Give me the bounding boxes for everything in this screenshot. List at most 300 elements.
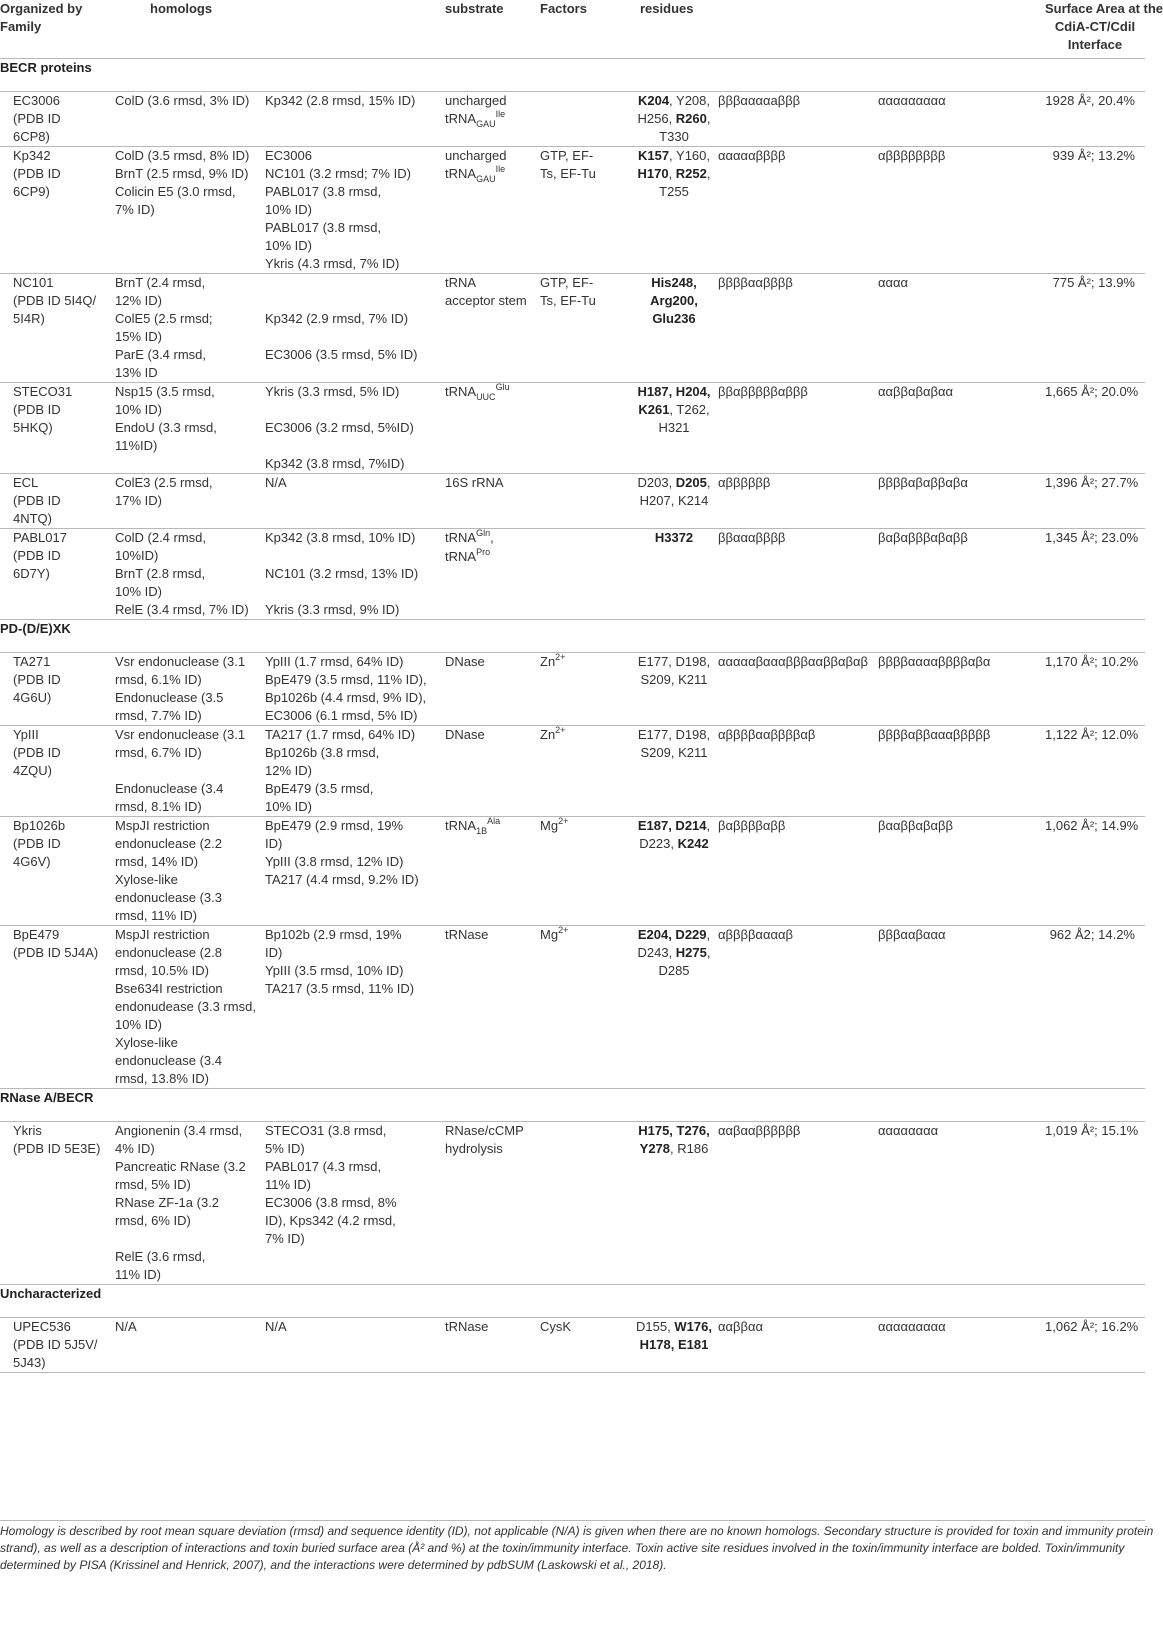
homolog-entry: Ykris (4.3 rmsd, 7% ID) xyxy=(265,256,400,271)
surface-area-cell xyxy=(1045,817,1145,926)
homolog-entry: Pancreatic RNase (3.2 xyxy=(115,1159,246,1174)
residue-text: S209, K211 xyxy=(640,672,708,687)
homolog-entry: EC3006 xyxy=(265,148,312,163)
table-row xyxy=(0,529,1145,620)
toxin-ss-cell xyxy=(718,474,878,529)
family-name: BpE479 xyxy=(13,927,60,942)
residue-text: , xyxy=(706,945,711,960)
homolog-entry: 11% ID) xyxy=(265,1177,311,1192)
family-name: 4NTQ) xyxy=(13,511,52,526)
factors-cell xyxy=(540,926,630,1089)
homolog-entry: BpE479 (3.5 rmsd, 11% ID), xyxy=(265,672,427,687)
family-cell xyxy=(0,653,115,726)
homolog-entry: BrnT (2.4 rmsd, xyxy=(115,275,206,290)
factors-cell xyxy=(540,147,630,274)
spacer xyxy=(265,328,435,346)
family-cell xyxy=(0,274,115,383)
table-row xyxy=(0,1318,1145,1373)
residue-bold: E204, D229 xyxy=(637,927,707,942)
homolog-entry: N/A xyxy=(265,1319,287,1334)
factor-charge: 2+ xyxy=(558,925,569,935)
substrate-cell xyxy=(435,926,540,1089)
surface-area-value: 1,170 Å²; 10.2% xyxy=(1045,654,1139,669)
homolog-entry: RelE (3.6 rmsd, xyxy=(115,1249,206,1264)
residue-text: E177, D198, xyxy=(637,654,711,669)
surface-area-cell xyxy=(1045,726,1145,817)
family-cell xyxy=(0,147,115,274)
section-label: PD-(D/E)XK xyxy=(0,621,71,636)
residue-text: , xyxy=(706,927,711,942)
surface-area-value: 1,396 Å²; 27.7% xyxy=(1045,475,1139,490)
substrate-cell xyxy=(435,653,540,726)
family-name: UPEC536 xyxy=(13,1319,71,1334)
homolog-entry: Vsr endonuclease (3.1 xyxy=(115,727,246,742)
substrate-subscript: GAU xyxy=(476,174,496,184)
residues-cell xyxy=(630,653,718,726)
family-name: NC101 xyxy=(13,275,54,290)
homolog-entry: N/A xyxy=(115,1319,137,1334)
homolog-entry: rmsd, 6.1% ID) xyxy=(115,672,202,687)
homolog-entry: endonuclease (2.8 xyxy=(115,945,222,960)
homologs-secondary-cell xyxy=(265,1122,435,1285)
immunity-secondary-structure: βββααβααα xyxy=(878,927,946,942)
homologs-secondary-cell xyxy=(265,147,435,274)
section-header-row xyxy=(0,1285,1145,1318)
homolog-entry: rmsd, 6.7% ID) xyxy=(115,745,202,760)
spacer xyxy=(265,401,435,419)
residue-text: T255 xyxy=(659,184,689,199)
factors-cell xyxy=(540,529,630,620)
factor-ion: Mg xyxy=(540,927,559,942)
immunity-secondary-structure: ββββααααββββαβα xyxy=(878,654,991,669)
residue-bold: Arg200, xyxy=(650,293,698,308)
homolog-entry: EC3006 (3.5 rmsd, 5% ID) xyxy=(265,347,418,362)
homologs-cell xyxy=(115,274,265,383)
family-name: (PDB ID 5E3E) xyxy=(13,1141,101,1156)
homologs-secondary-cell xyxy=(265,653,435,726)
toxin-ss-cell xyxy=(718,726,878,817)
substrate-text: tRNase xyxy=(445,1319,489,1334)
family-name: (PDB ID xyxy=(13,111,61,126)
homolog-entry: YpIII (3.8 rmsd, 12% ID) xyxy=(265,854,404,869)
toxin-secondary-structure: ββαβββββαβββ xyxy=(718,384,808,399)
surface-area-value: 1,062 Å²; 16.2% xyxy=(1045,1319,1139,1334)
factor-text: GTP, EF- xyxy=(540,148,594,163)
residue-bold: H187, H204, xyxy=(637,384,711,399)
family-name: PABL017 xyxy=(13,530,67,545)
spacer xyxy=(115,1230,265,1248)
homologs-secondary-cell xyxy=(265,529,435,620)
homolog-entry: TA217 (3.5 rmsd, 11% ID) xyxy=(265,981,415,996)
family-cell xyxy=(0,383,115,474)
homologs-cell xyxy=(115,1318,265,1373)
family-name: (PDB ID xyxy=(13,745,61,760)
surface-area-cell xyxy=(1045,926,1145,1089)
homologs-cell xyxy=(115,92,265,147)
factors-cell xyxy=(540,474,630,529)
substrate-subscript: GAU xyxy=(476,119,496,129)
substrate-text: hydrolysis xyxy=(445,1141,503,1156)
homolog-entry: endonudease (3.3 rmsd, xyxy=(115,999,256,1014)
immunity-ss-cell xyxy=(878,653,1045,726)
homolog-entry: 15% ID) xyxy=(115,329,162,344)
substrate-text: 16S rRNA xyxy=(445,475,504,490)
homolog-entry: Ykris (3.3 rmsd, 5% ID) xyxy=(265,384,400,399)
toxin-ss-cell xyxy=(718,1318,878,1373)
toxin-secondary-structure: αααααβαααβββααββαβαβ xyxy=(718,654,869,669)
residue-text: , Y208, xyxy=(669,93,711,108)
immunity-secondary-structure: ααααααααα xyxy=(878,93,946,108)
residues-cell xyxy=(630,529,718,620)
substrate-superscript: Glu xyxy=(495,382,510,392)
substrate-text: tRNA xyxy=(445,166,477,181)
toxin-ss-cell xyxy=(718,1122,878,1285)
residue-text: , xyxy=(706,166,711,181)
family-name: (PDB ID xyxy=(13,493,61,508)
homolog-entry: 10% ID) xyxy=(115,584,162,599)
substrate-text: tRNA xyxy=(445,275,477,290)
family-cell xyxy=(0,1122,115,1285)
section-label: RNase A/BECR xyxy=(0,1090,94,1105)
toxin-ss-cell xyxy=(718,274,878,383)
family-name: (PDB ID xyxy=(13,836,61,851)
homologs-secondary-cell xyxy=(265,383,435,474)
immunity-secondary-structure: βαβαβββαβαββ xyxy=(878,530,968,545)
family-name: (PDB ID xyxy=(13,402,61,417)
homolog-entry: rmsd, 6% ID) xyxy=(115,1213,191,1228)
residue-text: , xyxy=(706,111,711,126)
substrate-cell xyxy=(435,726,540,817)
homolog-entry: ID) xyxy=(265,836,283,851)
homolog-entry: 13% ID xyxy=(115,365,158,380)
section-header-row xyxy=(0,1089,1145,1122)
homolog-entry: 12% ID) xyxy=(265,763,312,778)
section-label: BECR proteins xyxy=(0,60,92,75)
residue-text: , xyxy=(706,475,711,490)
homolog-entry: 10% ID) xyxy=(265,799,312,814)
homologs-cell xyxy=(115,383,265,474)
homolog-entry: rmsd, 7.7% ID) xyxy=(115,708,202,723)
residue-bold: H275 xyxy=(675,945,707,960)
spacer xyxy=(265,437,435,455)
header-surface-area: Surface Area at the CdiA-CT/CdiI Interface xyxy=(1045,0,1145,59)
residue-text: S209, K211 xyxy=(640,745,708,760)
factors-cell xyxy=(540,1318,630,1373)
toxin-ss-cell xyxy=(718,653,878,726)
homolog-entry: EC3006 (6.1 rmsd, 5% ID) xyxy=(265,708,418,723)
factor-text: CysK xyxy=(540,1319,572,1334)
immunity-secondary-structure: ααααααααα xyxy=(878,1319,946,1334)
family-name: Ykris xyxy=(13,1123,42,1138)
spacer xyxy=(115,762,265,780)
homolog-entry: Endonuclease (3.4 xyxy=(115,781,224,796)
homolog-entry: endonuclease (3.3 xyxy=(115,890,222,905)
homolog-entry: TA217 (1.7 rmsd, 64% ID) xyxy=(265,727,416,742)
immunity-secondary-structure: αββββββββ xyxy=(878,148,946,163)
homologs-secondary-cell xyxy=(265,92,435,147)
residue-bold: His248, xyxy=(651,275,697,290)
footnote-line: Homology is described by root mean square deviation (rmsd) and sequence identity (ID), not applicable (N/A) is given when there are no known homologs. Secondary structure is provided for toxin and immunity protein xyxy=(0,1524,1154,1538)
residue-text: D285 xyxy=(658,963,690,978)
homologs-cell xyxy=(115,726,265,817)
residues-cell xyxy=(630,92,718,147)
family-name: 5I4R) xyxy=(13,311,45,326)
homolog-entry: Colicin E5 (3.0 rmsd, xyxy=(115,184,236,199)
substrate-superscript: Ala xyxy=(487,816,501,826)
family-name: 5J43) xyxy=(13,1355,46,1370)
section-header-row xyxy=(0,59,1145,92)
residue-text: D203, xyxy=(637,475,676,490)
residues-cell xyxy=(630,1318,718,1373)
toxin-ss-cell xyxy=(718,817,878,926)
toxin-secondary-structure: ββαααββββ xyxy=(718,530,786,545)
substrate-text: tRNA xyxy=(445,530,477,545)
homolog-entry: Xylose-like xyxy=(115,872,178,887)
residue-bold: H175, T276, xyxy=(638,1123,710,1138)
homolog-entry: BrnT (2.8 rmsd, xyxy=(115,566,206,581)
substrate-text: DNase xyxy=(445,654,485,669)
homolog-entry: rmsd, 14% ID) xyxy=(115,854,199,869)
factor-ion: Mg xyxy=(540,818,559,833)
homolog-entry: Bp102b (2.9 rmsd, 19% xyxy=(265,927,402,942)
toxin-secondary-structure: ααββαα xyxy=(718,1319,764,1334)
residues-cell xyxy=(630,817,718,926)
family-cell xyxy=(0,529,115,620)
surface-area-cell xyxy=(1045,653,1145,726)
homolog-entry: NC101 (3.2 rmsd; 7% ID) xyxy=(265,166,411,181)
homolog-entry: Nsp15 (3.5 rmsd, xyxy=(115,384,215,399)
factors-cell xyxy=(540,92,630,147)
homolog-entry: Kp342 (3.8 rmsd, 7%ID) xyxy=(265,456,405,471)
toxin-ss-cell xyxy=(718,92,878,147)
homolog-entry: rmsd, 10.5% ID) xyxy=(115,963,209,978)
residue-bold: H3372 xyxy=(654,530,694,545)
family-cell xyxy=(0,926,115,1089)
homolog-entry: MspJI restriction xyxy=(115,818,210,833)
homolog-entry: ColD (2.4 rmsd, xyxy=(115,530,207,545)
surface-area-value: 1,122 Å²; 12.0% xyxy=(1045,727,1139,742)
homolog-entry: EndoU (3.3 rmsd, xyxy=(115,420,217,435)
residue-bold: K157 xyxy=(637,148,670,163)
homolog-entry: ID), Kps342 (4.2 rmsd, xyxy=(265,1213,396,1228)
factor-text: Ts, EF-Tu xyxy=(540,293,596,308)
toxin-ss-cell xyxy=(718,383,878,474)
residue-text: , T262, xyxy=(669,402,710,417)
family-name: 4G6U) xyxy=(13,690,52,705)
family-cell xyxy=(0,92,115,147)
factor-ion: Zn xyxy=(540,654,556,669)
substrate-cell xyxy=(435,383,540,474)
toxin-secondary-structure: αββββααββββαβ xyxy=(718,727,816,742)
family-name: (PDB ID xyxy=(13,548,61,563)
surface-area-value: 775 Å²; 13.9% xyxy=(1052,275,1135,290)
residue-text: E177, D198, xyxy=(637,727,711,742)
toxin-secondary-structure: αββββββ xyxy=(718,475,771,490)
substrate-text: RNase/cCMP xyxy=(445,1123,524,1138)
homolog-entry: 10% ID) xyxy=(265,202,312,217)
homolog-entry: Kp342 (3.8 rmsd, 10% ID) xyxy=(265,530,416,545)
homolog-entry: BpE479 (2.9 rmsd, 19% xyxy=(265,818,404,833)
section-label: Uncharacterized xyxy=(0,1286,102,1301)
toxin-secondary-structure: αββββααααβ xyxy=(718,927,793,942)
immunity-secondary-structure: ββββαβαββαβα xyxy=(878,475,968,490)
table-body xyxy=(0,59,1145,1373)
substrate-cell xyxy=(435,817,540,926)
family-cell xyxy=(0,1318,115,1373)
header-row xyxy=(0,0,1145,59)
homolog-entry: Bp1026b (4.4 rmsd, 9% ID), xyxy=(265,690,427,705)
homolog-entry: Kp342 (2.8 rmsd, 15% ID) xyxy=(265,93,416,108)
spacer xyxy=(265,292,435,310)
homolog-entry: rmsd, 11% ID) xyxy=(115,908,198,923)
toxin-secondary-structure: βαββββαββ xyxy=(718,818,786,833)
factors-cell xyxy=(540,1122,630,1285)
substrate-superscript: Ile xyxy=(495,109,506,119)
family-name: EC3006 xyxy=(13,93,60,108)
factor-ion: Zn xyxy=(540,727,556,742)
surface-area-value: 939 Å²; 13.2% xyxy=(1052,148,1135,163)
header-residues: residues xyxy=(630,0,718,59)
family-name: (PDB ID xyxy=(13,672,61,687)
family-name: Bp1026b xyxy=(13,818,66,833)
residue-bold: E187, D214 xyxy=(637,818,707,833)
toxin-secondary-structure: ββββααββββ xyxy=(718,275,793,290)
residue-bold: R260 xyxy=(675,111,707,126)
homologs-secondary-cell xyxy=(265,274,435,383)
homolog-entry: 10% ID) xyxy=(265,238,312,253)
immunity-ss-cell xyxy=(878,92,1045,147)
family-name: Kp342 xyxy=(13,148,51,163)
family-name: 6D7Y) xyxy=(13,566,50,581)
header-homologs: homologs xyxy=(115,0,265,59)
table-row xyxy=(0,274,1145,383)
residues-cell xyxy=(630,147,718,274)
homolog-entry: rmsd, 8.1% ID) xyxy=(115,799,202,814)
substrate-cell xyxy=(435,529,540,620)
footnote-line: determined by PISA (Krissinel and Henrick, 2007), and the interactions were determined by pdbSUM (Laskowski et al., 2018). xyxy=(0,1558,667,1572)
family-name: (PDB ID xyxy=(13,166,61,181)
homolog-entry: Ykris (3.3 rmsd, 9% ID) xyxy=(265,602,400,617)
homolog-entry: Xylose-like xyxy=(115,1035,178,1050)
homolog-entry: PABL017 (4.3 rmsd, xyxy=(265,1159,382,1174)
substrate-cell xyxy=(435,1318,540,1373)
residue-bold: R252 xyxy=(675,166,707,181)
homolog-entry: 11% ID) xyxy=(115,1267,161,1282)
homolog-entry: ParE (3.4 rmsd, xyxy=(115,347,207,362)
homologs-secondary-cell xyxy=(265,817,435,926)
homolog-entry: TA217 (4.4 rmsd, 9.2% ID) xyxy=(265,872,419,887)
table-row xyxy=(0,926,1145,1089)
homologs-secondary-cell xyxy=(265,1318,435,1373)
residue-text: H321 xyxy=(658,420,690,435)
immunity-secondary-structure: αααααααα xyxy=(878,1123,939,1138)
substrate-text: acceptor stem xyxy=(445,293,527,308)
homologs-cell xyxy=(115,1122,265,1285)
residue-bold: H170 xyxy=(637,166,669,181)
factor-text: GTP, EF- xyxy=(540,275,594,290)
homologs-cell xyxy=(115,147,265,274)
factor-text: Ts, EF-Tu xyxy=(540,166,596,181)
surface-area-cell xyxy=(1045,474,1145,529)
factor-charge: 2+ xyxy=(555,725,566,735)
surface-area-cell xyxy=(1045,1122,1145,1285)
residue-bold: K242 xyxy=(677,836,709,851)
family-name: TA271 xyxy=(13,654,51,669)
residue-text: D243, xyxy=(637,945,676,960)
homolog-entry: 11%ID) xyxy=(115,438,158,453)
substrate-text: tRNA xyxy=(445,384,477,399)
substrate-superscript: Gln xyxy=(476,528,491,538)
immunity-ss-cell xyxy=(878,817,1045,926)
surface-area-cell xyxy=(1045,92,1145,147)
family-name: 5HKQ) xyxy=(13,420,53,435)
family-name: (PDB ID 5J5V/ xyxy=(13,1337,98,1352)
homolog-entry: Vsr endonuclease (3.1 xyxy=(115,654,246,669)
substrate-text: tRNA xyxy=(445,549,477,564)
homolog-entry: PABL017 (3.8 rmsd, xyxy=(265,220,382,235)
immunity-secondary-structure: βααββαβαββ xyxy=(878,818,953,833)
residue-bold: K204 xyxy=(637,93,670,108)
substrate-text: tRNA xyxy=(445,111,477,126)
homolog-entry: N/A xyxy=(265,475,287,490)
homolog-entry: YpIII (1.7 rmsd, 64% ID) xyxy=(265,654,404,669)
spacer xyxy=(265,583,435,601)
toxin-secondary-structure: ααβααββββββ xyxy=(718,1123,801,1138)
immunity-secondary-structure: αααα xyxy=(878,275,909,290)
surface-area-cell xyxy=(1045,147,1145,274)
homolog-entry: 12% ID) xyxy=(115,293,162,308)
substrate-cell xyxy=(435,274,540,383)
homolog-entry: 7% ID) xyxy=(265,1231,305,1246)
residue-text: , R186 xyxy=(670,1141,709,1156)
family-name: (PDB ID 5J4A) xyxy=(13,945,99,960)
homologs-cell xyxy=(115,474,265,529)
immunity-ss-cell xyxy=(878,383,1045,474)
header-factors: Factors xyxy=(540,0,630,59)
factors-cell xyxy=(540,383,630,474)
homolog-entry: 10% ID) xyxy=(115,1017,162,1032)
homolog-entry: PABL017 (3.8 rmsd, xyxy=(265,184,382,199)
substrate-cell xyxy=(435,1122,540,1285)
homolog-entry: YpIII (3.5 rmsd, 10% ID) xyxy=(265,963,404,978)
footnote-line: strand), as well as a description of interactions and toxin buried surface area (Å² and %) at the toxin/immunity interface. Toxin active site residues involved in the toxin/immunity interface are bolded. Toxin/immunity xyxy=(0,1541,1125,1555)
toxin-ss-cell xyxy=(718,529,878,620)
residues-cell xyxy=(630,726,718,817)
homologs-cell xyxy=(115,817,265,926)
homologs-secondary-cell xyxy=(265,726,435,817)
homolog-entry: EC3006 (3.8 rmsd, 8% xyxy=(265,1195,397,1210)
substrate-suffix: , xyxy=(490,530,494,545)
factors-cell xyxy=(540,726,630,817)
surface-area-value: 1928 Å², 20.4% xyxy=(1045,93,1135,108)
surface-area-cell xyxy=(1045,274,1145,383)
substrate-superscript: Ile xyxy=(495,164,506,174)
surface-area-cell xyxy=(1045,1318,1145,1373)
homolog-entry: Bp1026b (3.8 rmsd, xyxy=(265,745,380,760)
homolog-entry: NC101 (3.2 rmsd, 13% ID) xyxy=(265,566,419,581)
homolog-entry: ID) xyxy=(265,945,283,960)
immunity-ss-cell xyxy=(878,1318,1045,1373)
family-name: ECL xyxy=(13,475,39,490)
family-name: (PDB ID 5I4Q/ xyxy=(13,293,97,308)
homolog-entry: BpE479 (3.5 rmsd, xyxy=(265,781,374,796)
residues-cell xyxy=(630,926,718,1089)
table-row xyxy=(0,817,1145,926)
immunity-ss-cell xyxy=(878,1122,1045,1285)
family-cell xyxy=(0,726,115,817)
immunity-ss-cell xyxy=(878,274,1045,383)
homolog-entry: rmsd, 5% ID) xyxy=(115,1177,191,1192)
